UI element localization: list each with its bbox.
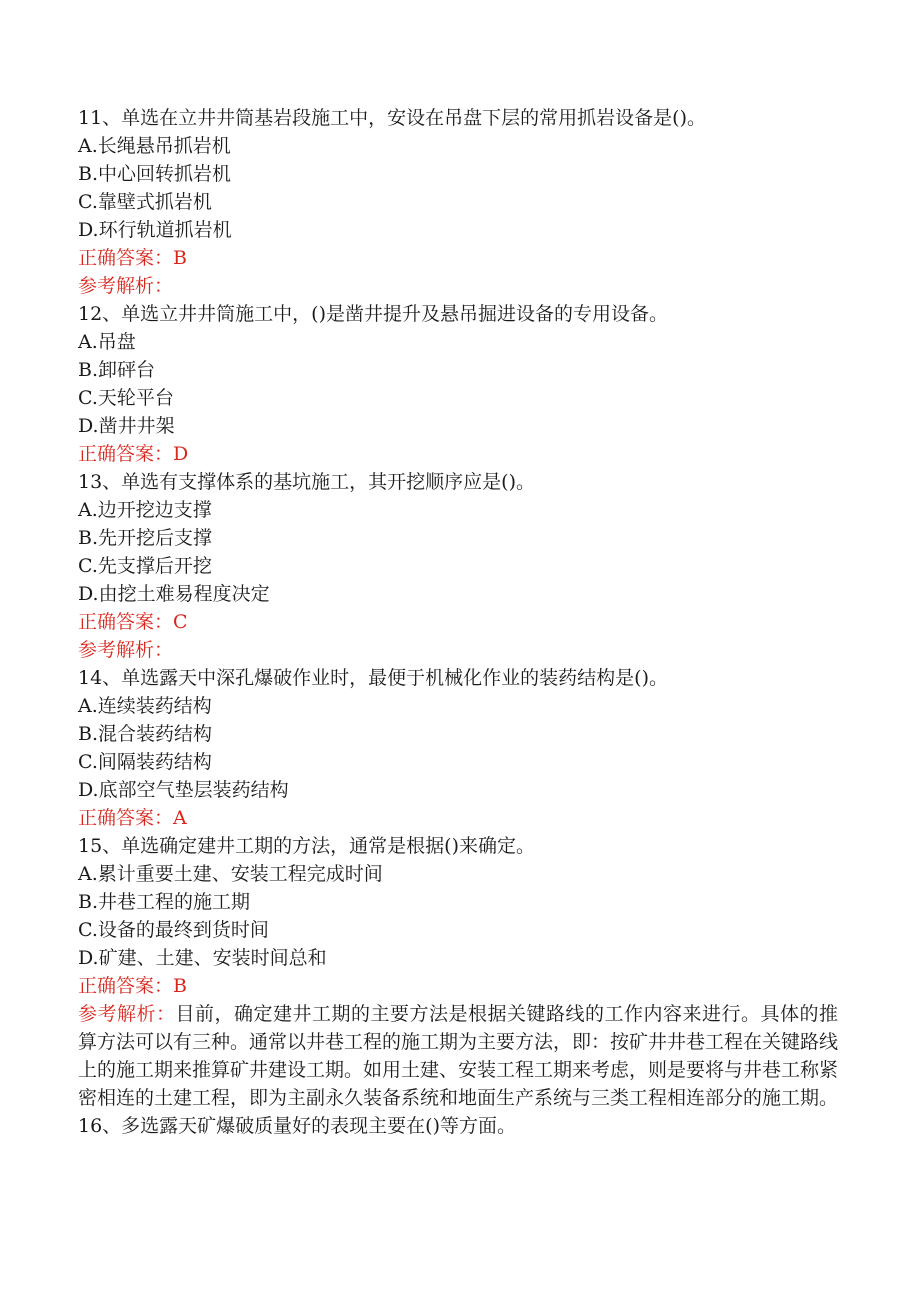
option-c: C.设备的最终到货时间 — [78, 919, 269, 941]
option-a: A.吊盘 — [78, 331, 136, 353]
option-a: A.累计重要土建、安装工程完成时间 — [78, 863, 383, 885]
option-d: D.底部空气垫层装药结构 — [78, 779, 289, 801]
question-stem: 15、单选确定建井工期的方法，通常是根据()来确定。 — [78, 835, 536, 857]
correct-answer: 正确答案：A — [78, 807, 187, 829]
option-d: D.矿建、土建、安装时间总和 — [78, 947, 327, 969]
analysis-text: 目前，确定建井工期的主要方法是根据关键路线的工作内容来进行。具体的推算方法可以有三种。通常以井巷工程的施工期为主要方法，即：按矿井井巷工程在关键路线上的施工期来推算矿井建设工期。如用土建、安装工程工期来考虑，则是要将与井巷工称紧密相连的土建工程，即为主副永久装备系统和地面生产系统与三类工程相连部分的施工期。 — [78, 1003, 839, 1109]
correct-answer: 正确答案：D — [78, 443, 189, 465]
option-b: B.先开挖后支撑 — [78, 527, 213, 549]
question-stem: 12、单选立井井筒施工中，()是凿井提升及悬吊掘进设备的专用设备。 — [78, 303, 669, 325]
question-stem: 11、单选在立井井筒基岩段施工中，安设在吊盘下层的常用抓岩设备是()。 — [78, 107, 707, 129]
exam-document — [78, 104, 838, 1140]
option-c: C.先支撑后开挖 — [78, 555, 212, 577]
question-stem: 14、单选露天中深孔爆破作业时，最便于机械化作业的装药结构是()。 — [78, 667, 669, 689]
option-b: B.井巷工程的施工期 — [78, 891, 251, 913]
option-d: D.由挖土难易程度决定 — [78, 583, 270, 605]
option-d: D.环行轨道抓岩机 — [78, 219, 232, 241]
option-c: C.靠壁式抓岩机 — [78, 191, 212, 213]
correct-answer: 正确答案：B — [78, 247, 187, 269]
option-b: B.中心回转抓岩机 — [78, 163, 232, 185]
option-c: C.天轮平台 — [78, 387, 174, 409]
correct-answer: 正确答案：B — [78, 975, 187, 997]
option-a: A.边开挖边支撑 — [78, 499, 212, 521]
question-stem: 16、多选露天矿爆破质量好的表现主要在()等方面。 — [78, 1115, 517, 1137]
analysis-paragraph — [78, 1000, 838, 1112]
option-b: B.卸砰台 — [78, 359, 156, 381]
question-stem: 13、单选有支撑体系的基坑施工，其开挖顺序应是()。 — [78, 471, 536, 493]
analysis-label: 参考解析： — [78, 1003, 176, 1025]
option-a: A.连续装药结构 — [78, 695, 212, 717]
option-a: A.长绳悬吊抓岩机 — [78, 135, 231, 157]
analysis-label: 参考解析： — [78, 275, 174, 297]
analysis-label: 参考解析： — [78, 639, 174, 661]
correct-answer: 正确答案：C — [78, 611, 188, 633]
option-d: D.凿井井架 — [78, 415, 175, 437]
option-c: C.间隔装药结构 — [78, 751, 212, 773]
option-b: B.混合装药结构 — [78, 723, 213, 745]
